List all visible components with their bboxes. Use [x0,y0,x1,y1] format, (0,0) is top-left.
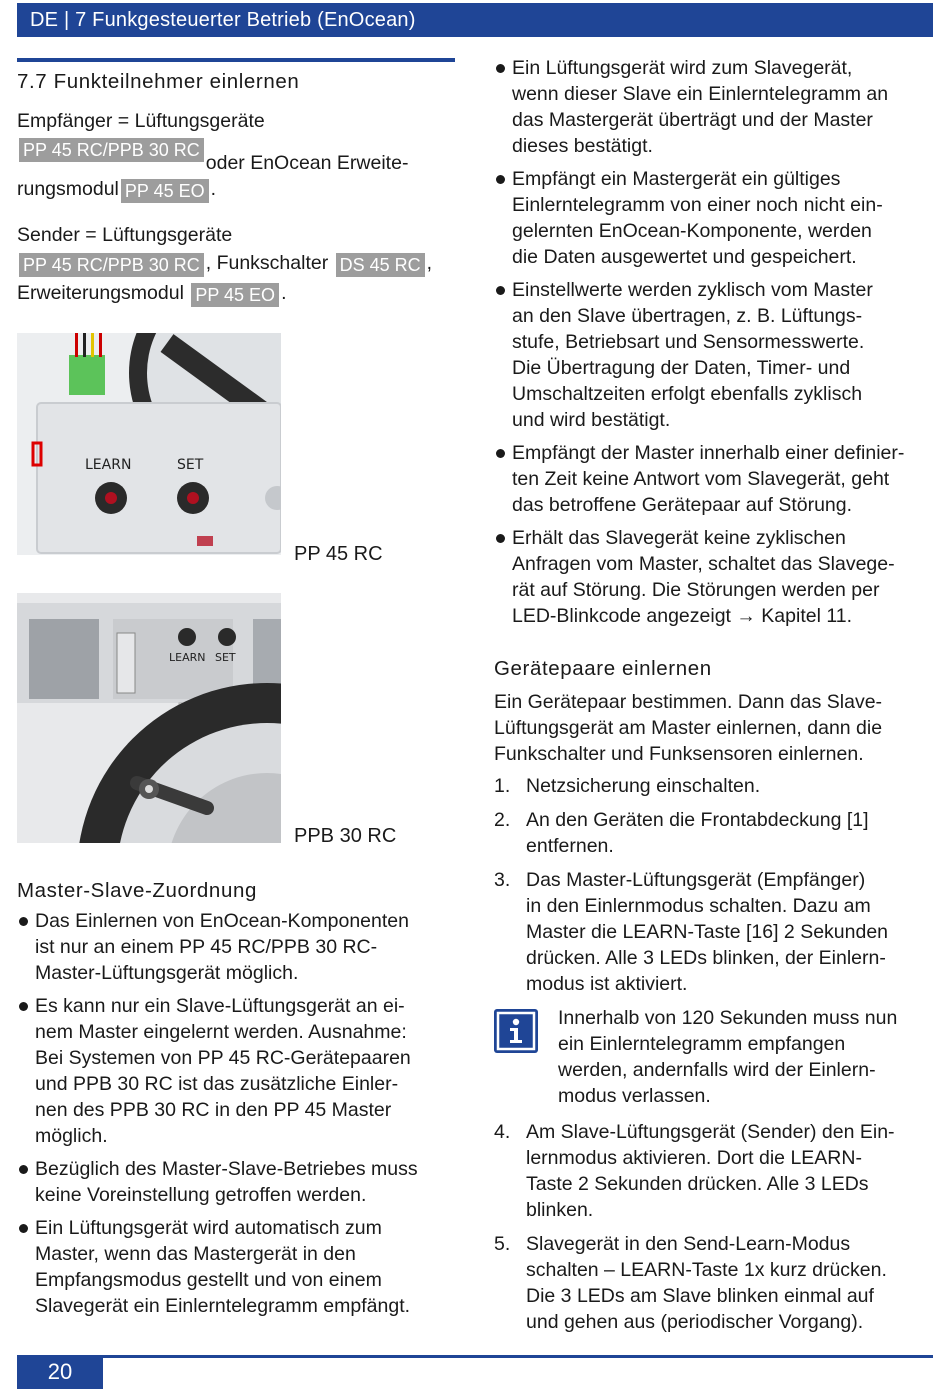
step-number: 4. [494,1121,511,1143]
step-line: Am Slave-Lüftungsgerät (Sender) den Ein- [526,1121,895,1143]
sender-line3: Erweiterungsmodul [17,282,184,304]
right-bullet [494,55,934,159]
pp45rc-illustration [17,333,281,555]
intro-line: Ein Gerätepaar bestimmen. Dann das Slave- [494,691,883,713]
step-line: lernmodus aktivieren. Dort die LEARN- [526,1147,862,1169]
bullet-line: Ein Lüftungsgerät wird zum Slavegerät, [512,57,853,79]
receiver-period: . [210,178,217,200]
ppb30-set-button [218,628,236,646]
bullet-line: Master-Lüftungsgerät möglich. [35,962,299,984]
bullet-line: das betroffene Gerätepaar auf Störung. [512,494,853,516]
bullet-line: Erhält das Slavegerät keine zyklischen [512,527,846,549]
info-line: Innerhalb von 120 Sekunden muss nun [558,1007,898,1029]
bullet-line: rät auf Störung. Die Störungen werden per [512,579,880,601]
bullet-line: Empfängt ein Mastergerät ein gültiges [512,168,841,190]
figure-pp45rc [17,333,281,555]
step-line: Slavegerät in den Send-Learn-Modus [526,1233,851,1255]
step-line: Das Master-Lüftungsgerät (Empfänger) [526,869,866,891]
bullet-line: Empfangsmodus gestellt und von einem [35,1269,382,1291]
step-line: Die 3 LEDs am Slave blinken einmal auf [526,1285,874,1307]
right-bullet [494,525,934,629]
step-line: in den Einlernmodus schalten. Dazu am [526,895,871,917]
bullet-line: die Daten ausgewertet und gespeichert. [512,246,857,268]
ppb30-learn-label: LEARN [169,651,206,664]
right-bullet [494,277,934,433]
receiver-mid: oder EnOcean Erweite- [205,152,409,174]
ppb30-set-label: SET [215,651,236,664]
step-line: An den Geräten die Frontabdeckung [1] [526,809,869,831]
bullet-line: LED-Blinkcode angezeigt → Kapitel 11. [512,605,853,627]
bullet-line: wenn dieser Slave ein Einlerntelegramm an [512,83,889,105]
bullet-line: an den Slave übertragen, z. B. Lüftungs- [512,305,863,327]
master-slave-section [17,877,467,1326]
step-line: modus ist aktiviert. [526,973,688,995]
bullet-line: Master, wenn das Mastergerät in den [35,1243,356,1265]
pairs-intro [494,689,934,767]
pp45-set-label: SET [177,457,204,473]
master-slave-bullet [17,908,467,986]
footer-rule [103,1355,933,1358]
pairs-section [494,655,934,1335]
step-number: 2. [494,809,511,831]
page-header [17,3,933,37]
bullet-line: Die Übertragung der Daten, Timer- und [512,357,851,379]
intro-line: Funkschalter und Funksensoren einlernen. [494,743,864,765]
right-bullet-list [494,55,934,629]
page-number: 20 [17,1355,103,1389]
bullet-line: Slavegerät ein Einlerntelegramm empfängt. [35,1295,411,1317]
step-line: blinken. [526,1199,594,1221]
bullet-line: Es kann nur ein Slave-Lüftungsgerät an ei- [35,995,405,1017]
sender-paragraph [17,222,462,308]
bullet-line: Umschaltzeiten erfolgt ebenfalls zyklisch [512,383,863,405]
info-line: ein Einlerntelegramm empfangen [558,1033,846,1055]
step-item [494,867,934,997]
intro-line: Lüftungsgerät am Master einlernen, dann die [494,717,883,739]
master-slave-bullet [17,993,467,1149]
bullet-line: dieses bestätigt. [512,135,653,157]
header-title: DE | 7 Funkgesteuerter Betrieb (EnOcean) [30,9,416,31]
right-column [494,55,934,1343]
receiver-line3: rungsmodul [17,178,119,200]
bullet-line: und PPB 30 RC ist das zusätzliche Einler- [35,1073,399,1095]
step-line: schalten – LEARN-Taste 1x kurz drücken. [526,1259,887,1281]
step-line: Master die LEARN-Taste [16] 2 Sekunden [526,921,889,943]
info-line: modus verlassen. [558,1085,711,1107]
master-slave-bullet [17,1215,467,1319]
step-line: und gehen aus (periodischer Vorgang). [526,1311,864,1333]
master-slave-bullet [17,1156,467,1208]
bullet-line: möglich. [35,1125,108,1147]
step-line: Taste 2 Sekunden drücken. Alle 3 LEDs [526,1173,869,1195]
left-column [17,68,462,308]
pp45-learn-label: LEARN [85,457,132,473]
receiver-label: Empfänger = Lüftungsgeräte [17,110,265,132]
tag-sender-device: PP 45 RC/PPB 30 RC [19,253,204,277]
bullet-line: nem Master eingelernt werden. Ausnahme: [35,1021,407,1043]
ppb30-learn-button [178,628,196,646]
bullet-line: ten Zeit keine Antwort vom Slavegerät, geht [512,468,890,490]
sender-mid: , Funkschalter [205,252,329,274]
steps-list-continued [494,1119,934,1335]
step-item [494,773,934,799]
right-bullet [494,166,934,270]
bullet-line: und wird bestätigt. [512,409,671,431]
bullet-line: Bei Systemen von PP 45 RC-Gerätepaaren [35,1047,411,1069]
step-item [494,1231,934,1335]
master-slave-heading: Master-Slave-Zuordnung [17,879,257,902]
bullet-line: das Mastergerät überträgt und der Master [512,109,873,131]
figure-ppb30rc [17,593,281,843]
figure-pp45rc-caption: PP 45 RC [294,543,383,565]
bullet-line: Anfragen vom Master, schaltet das Slavege- [512,553,895,575]
step-line: entfernen. [526,835,614,857]
figure-ppb30rc-caption: PPB 30 RC [294,825,397,847]
right-bullet [494,440,934,518]
bullet-line: keine Voreinstellung getroffen werden. [35,1184,367,1206]
sender-label: Sender = Lüftungsgeräte [17,224,233,246]
bullet-line: Bezüglich des Master-Slave-Betriebes muss [35,1158,418,1180]
step-line: drücken. Alle 3 LEDs blinken, der Einlern- [526,947,886,969]
bullet-line: stufe, Betriebsart und Sensormesswerte. [512,331,865,353]
sender-period: . [281,282,287,304]
info-text [558,1005,934,1109]
info-note [494,1005,934,1109]
section-title: 7.7 Funkteilnehmer einlernen [17,70,300,93]
sender-comma: , [426,252,433,274]
pairs-heading: Gerätepaare einlernen [494,657,712,680]
step-number: 1. [494,775,511,797]
bullet-line: Einstellwerte werden zyklisch vom Master [512,279,873,301]
bullet-line: ist nur an einem PP 45 RC/PPB 30 RC- [35,936,378,958]
bullet-line: Das Einlernen von EnOcean-Komponenten [35,910,409,932]
tag-sender-module: PP 45 EO [191,283,279,307]
tag-receiver-module: PP 45 EO [121,179,209,203]
tag-sender-switch: DS 45 RC [336,253,425,277]
step-number: 5. [494,1233,511,1255]
bullet-line: Ein Lüftungsgerät wird automatisch zum [35,1217,382,1239]
bullet-line: Empfängt der Master innerhalb einer definier- [512,442,905,464]
info-icon [494,1009,538,1053]
tag-receiver-device: PP 45 RC/PPB 30 RC [19,138,204,162]
bullet-line: nen des PPB 30 RC in den PP 45 Master [35,1099,392,1121]
step-number: 3. [494,869,511,891]
info-line: werden, andernfalls wird der Einlern- [558,1059,876,1081]
ppb30rc-illustration [17,593,281,843]
master-slave-bullets [17,908,467,1319]
section-rule [17,58,455,62]
step-line: Netzsicherung einschalten. [526,775,761,797]
bullet-line: Einlerntelegramm von einer noch nicht ein- [512,194,883,216]
bullet-line: gelernten EnOcean-Komponente, werden [512,220,872,242]
receiver-paragraph [17,108,462,208]
steps-list [494,773,934,997]
step-item [494,1119,934,1223]
step-item [494,807,934,859]
